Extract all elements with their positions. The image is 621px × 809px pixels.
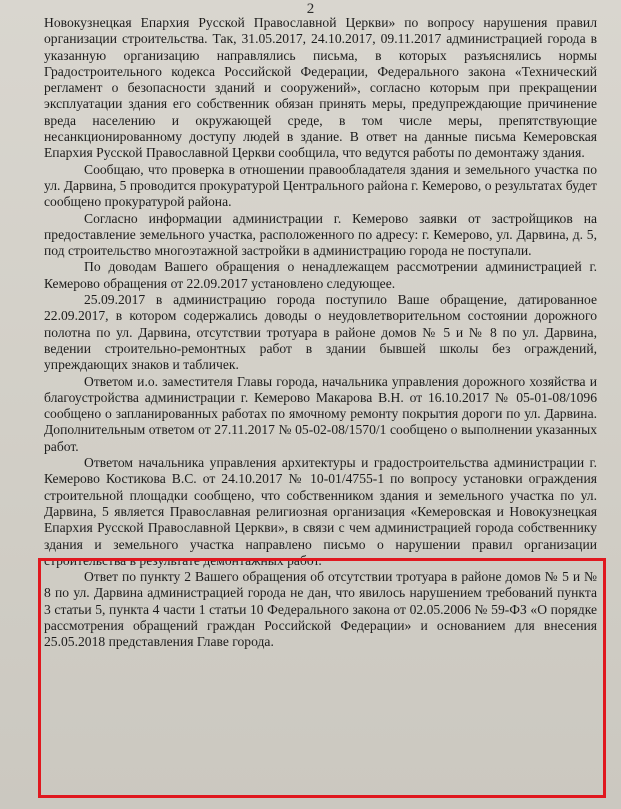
paragraph-6: Ответом и.о. заместителя Главы города, начальника управления дорожного хозяйства и благоустройства администрации г. Кемерово Макарова В.Н. от 16.10.2017 № 05-01-08/1096 сообщено о запланированных работах по ямочному ремонту покрытия дороги по ул. Дарвина. Дополнительным ответом от 27.11.2017 № 05-02-08/1570/1 сообщено о выполнении указанных работ.	[44, 373, 597, 454]
document-body	[44, 15, 597, 651]
highlight-frame	[38, 558, 606, 798]
paragraph-4: По доводам Вашего обращения о ненадлежащем рассмотрении администрацией г. Кемерово обращения от 22.09.2017 установлено следующее.	[44, 259, 597, 291]
paragraph-7: Ответом начальника управления архитектуры и градостроительства администрации г. Кемерово Костикова В.С. от 24.10.2017 № 10-01/4755-1 по вопросу установки ограждения строительной площадки сообщено, что собственником здания и земельного участка по ул. Дарвина, 5 является Православная религиозная организация «Кемеровская и Новокузнецкая Епархия Русской Православной Церкви», в связи с чем администрацией города собственнику здания и земельного участка направлено письмо о нарушении правил организации строительства в результате демонтажных работ.	[44, 455, 597, 568]
paragraph-3: Согласно информации администрации г. Кемерово заявки от застройщиков на предоставление земельного участка, расположенного по адресу: г. Кемерово, ул. Дарвина, д. 5, под строительство многоэтажной застройки в администрацию города не поступали.	[44, 210, 597, 259]
paragraph-2: Сообщаю, что проверка в отношении правообладателя здания и земельного участка по ул. Дарвина, 5 проводится прокуратурой Центрального района г. Кемерово, о результатах будет сообщено прокуратурой района.	[44, 161, 597, 210]
page-number: 2	[306, 1, 315, 17]
paragraph-1: Новокузнецкая Епархия Русской Православной Церкви» по вопросу нарушения правил организации строительства. Так, 31.05.2017, 24.10.2017, 09.11.2017 администрацией города в указанную организацию направлялись письма, в которых разъяснялись нормы Градостроительного кодекса Российской Федерации, Федерального закона «Технический регламент о безопасности зданий и сооружений», согласно которым при прекращении эксплуатации здания его собственник обязан принять меры, предупреждающие причинение вреда населению и окружающей среде, в том числе меры, препятствующие несанкционированному доступу людей в здание. В ответ на данные письма Кемеровская Епархия Русской Православной Церкви сообщила, что ведутся работы по демонтажу здания.	[44, 15, 597, 161]
paragraph-8: Ответ по пункту 2 Вашего обращения об отсутствии тротуара в районе домов № 5 и № 8 по ул. Дарвина администрацией города не дан, что явилось нарушением требований пункта 3 статьи 5, пункта 4 части 1 статьи 10 Федерального закона от 02.05.2006 № 59-ФЗ «О порядке рассмотрения обращений граждан Российской Федерации» и основанием для внесения 25.05.2018 представления Главе города.	[44, 569, 597, 650]
paragraph-5: 25.09.2017 в администрацию города поступило Ваше обращение, датированное 22.09.2017, в котором содержались доводы о неудовлетворительном состоянии дорожного полотна по ул. Дарвина, отсутствии тротуара в районе домов № 5 и № 8 по ул. Дарвина, ведении строительно-ремонтных работ в здании бывшей школы без ограждений, упреждающих знаков и табличек.	[44, 292, 597, 373]
